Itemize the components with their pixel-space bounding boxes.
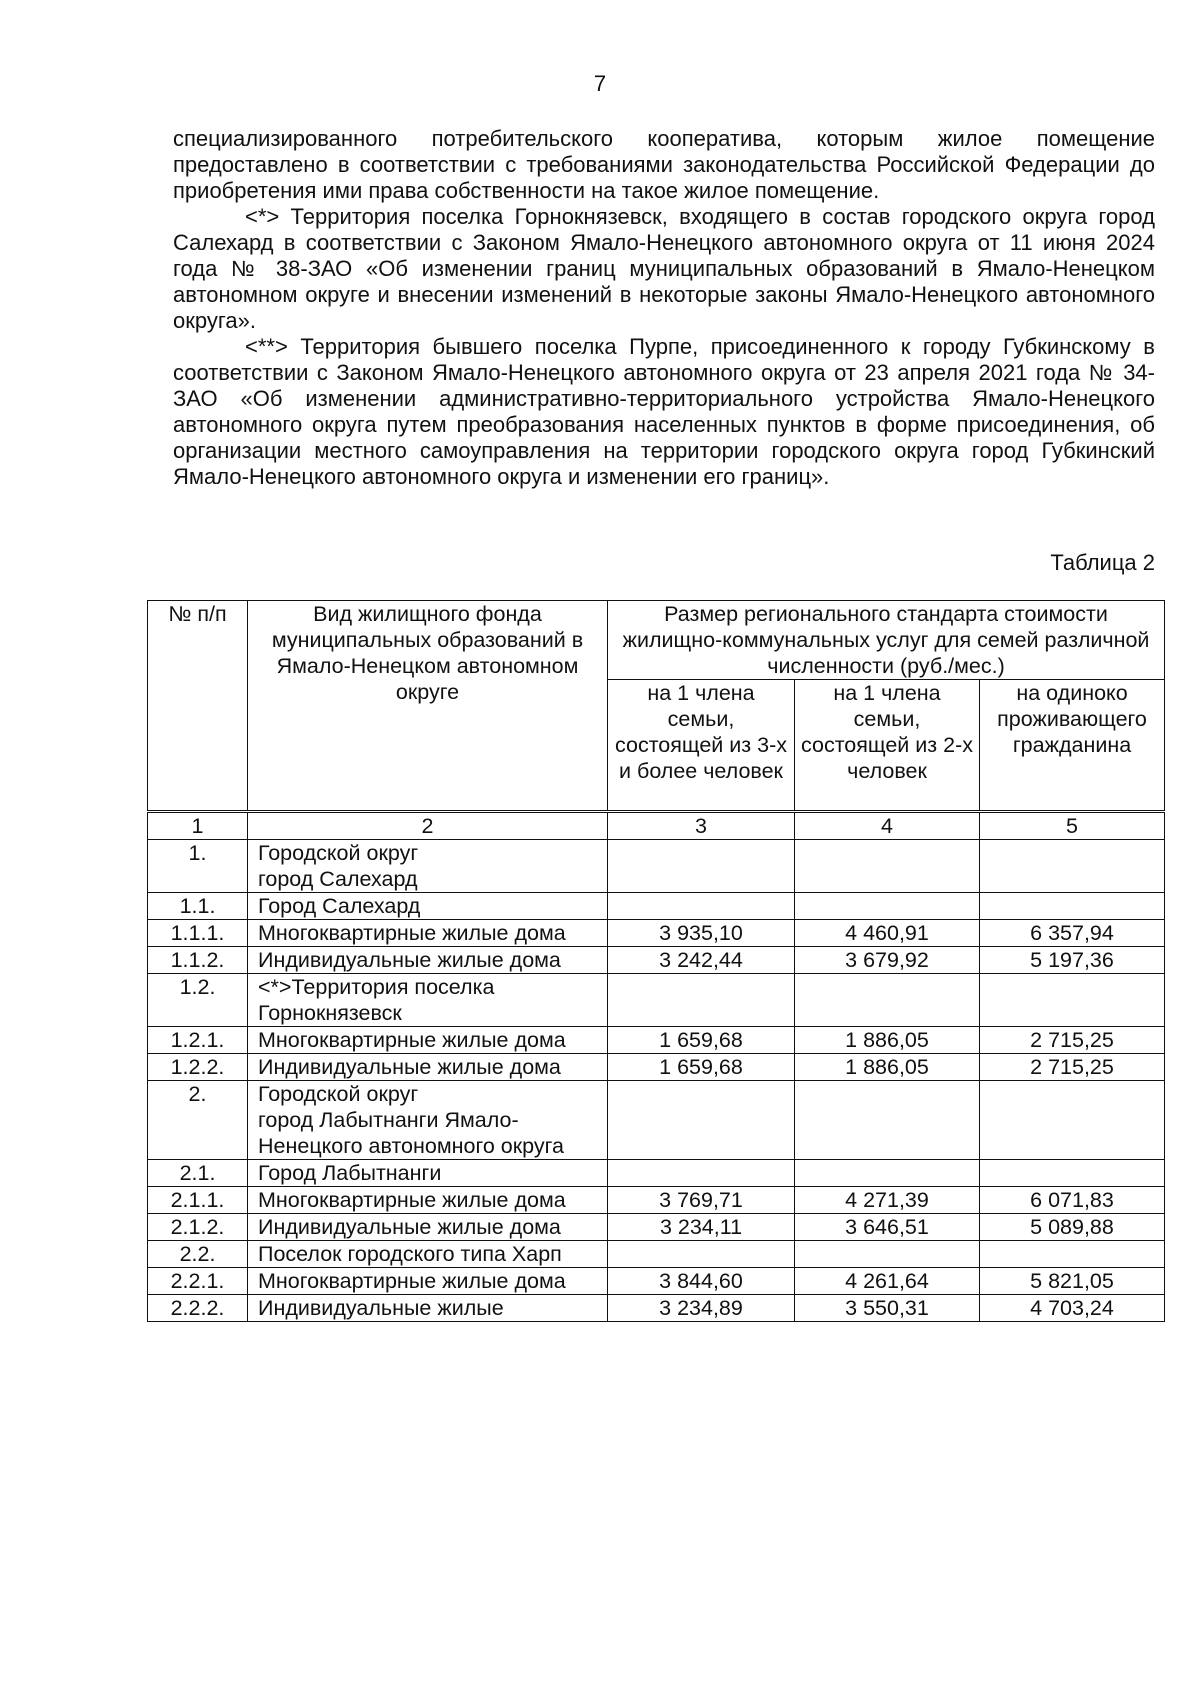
- row-number-cell: 1.1.2.: [148, 947, 248, 974]
- table-row: [148, 1081, 1165, 1160]
- value-3plus-cell: [608, 1081, 795, 1160]
- row-number-cell: 2.2.: [148, 1241, 248, 1268]
- footnote-double-star: <**> Территория бывшего поселка Пурпе, присоединенного к городу Губкинскому в соответствии с Законом Ямало-Ненецкого автономного округа от 23 апреля 2021 года № 34-ЗАО «Об изменении административно-территориального устройства Ямало-Ненецкого автономного округа путем преобразования населенных пунктов в форме присоединения, об организации местного самоуправления на территории городского округа город Губкинский Ямало-Ненецкого автономного округа и изменении его границ».: [173, 334, 1155, 489]
- row-number-cell: 2.1.: [148, 1160, 248, 1187]
- row-number-cell: 1.2.2.: [148, 1054, 248, 1081]
- value-2-cell: 1 886,05: [795, 1027, 980, 1054]
- row-number-cell: 2.1.2.: [148, 1214, 248, 1241]
- value-2-cell: [795, 1081, 980, 1160]
- table-row: [148, 974, 1165, 1027]
- table-header-row: [148, 601, 1165, 680]
- column-number: 1: [148, 812, 248, 840]
- row-name-cell: Индивидуальные жилые дома: [248, 1054, 608, 1081]
- row-number-cell: 1.: [148, 840, 248, 893]
- row-name-cell: Многоквартирные жилые дома: [248, 1268, 608, 1295]
- row-number-cell: 1.2.1.: [148, 1027, 248, 1054]
- row-name-cell: Индивидуальные жилые дома: [248, 1214, 608, 1241]
- body-text: [173, 126, 1155, 490]
- value-2-cell: 4 460,91: [795, 920, 980, 947]
- value-2-cell: 4 271,39: [795, 1187, 980, 1214]
- value-2-cell: 3 679,92: [795, 947, 980, 974]
- column-numbers-row: [148, 812, 1165, 840]
- value-3plus-cell: 3 234,89: [608, 1295, 795, 1322]
- value-2-cell: 3 646,51: [795, 1214, 980, 1241]
- row-name-cell: Многоквартирные жилые дома: [248, 1187, 608, 1214]
- table-row: [148, 840, 1165, 893]
- header-col3: на 1 члена семьи, состоящей из 3-х и более человек: [608, 680, 795, 812]
- value-single-cell: 5 197,36: [980, 947, 1165, 974]
- value-3plus-cell: [608, 840, 795, 893]
- table-row: [148, 1241, 1165, 1268]
- row-name-cell: Поселок городского типа Харп: [248, 1241, 608, 1268]
- table-row: [148, 1027, 1165, 1054]
- value-single-cell: 2 715,25: [980, 1054, 1165, 1081]
- table-row: [148, 893, 1165, 920]
- value-3plus-cell: 1 659,68: [608, 1054, 795, 1081]
- row-name-cell: Многоквартирные жилые дома: [248, 920, 608, 947]
- value-3plus-cell: [608, 1241, 795, 1268]
- value-2-cell: [795, 893, 980, 920]
- row-name-cell: Город Лабытнанги: [248, 1160, 608, 1187]
- value-3plus-cell: 3 935,10: [608, 920, 795, 947]
- value-2-cell: 1 886,05: [795, 1054, 980, 1081]
- row-name-cell: <*>Территория поселка Горнокнязевск: [248, 974, 608, 1027]
- value-single-cell: 5 089,88: [980, 1214, 1165, 1241]
- row-number-cell: 1.1.: [148, 893, 248, 920]
- paragraph-continuation: специализированного потребительского кооператива, которым жилое помещение предоставлено в соответствии с требованиями законодательства Российской Федерации до приобретения ими права собственности на такое жилое помещение.: [173, 126, 1155, 203]
- value-single-cell: [980, 1160, 1165, 1187]
- row-number-cell: 2.2.2.: [148, 1295, 248, 1322]
- row-name-cell: Городской округ город Лабытнанги Ямало-Ненецкого автономного округа: [248, 1081, 608, 1160]
- column-number: 5: [980, 812, 1165, 840]
- table-row: [148, 920, 1165, 947]
- table-row: [148, 947, 1165, 974]
- value-2-cell: 4 261,64: [795, 1268, 980, 1295]
- value-single-cell: [980, 974, 1165, 1027]
- row-name-cell: Городской округ город Салехард: [248, 840, 608, 893]
- value-single-cell: 4 703,24: [980, 1295, 1165, 1322]
- standards-table: [147, 600, 1165, 1322]
- table-row: [148, 1160, 1165, 1187]
- row-name-cell: Индивидуальные жилые: [248, 1295, 608, 1322]
- row-name-cell: Многоквартирные жилые дома: [248, 1027, 608, 1054]
- value-single-cell: 6 357,94: [980, 920, 1165, 947]
- value-3plus-cell: 3 844,60: [608, 1268, 795, 1295]
- page-number: 7: [593, 71, 607, 96]
- header-type: Вид жилищного фонда муниципальных образований в Ямало-Ненецком автономном округе: [248, 601, 608, 812]
- value-3plus-cell: 3 242,44: [608, 947, 795, 974]
- value-single-cell: [980, 1081, 1165, 1160]
- column-number: 2: [248, 812, 608, 840]
- value-3plus-cell: 3 234,11: [608, 1214, 795, 1241]
- value-2-cell: [795, 840, 980, 893]
- standards-table-wrapper: [147, 600, 1164, 1322]
- table-caption: Таблица 2: [1050, 550, 1155, 575]
- value-single-cell: 6 071,83: [980, 1187, 1165, 1214]
- row-number-cell: 1.1.1.: [148, 920, 248, 947]
- value-single-cell: 2 715,25: [980, 1027, 1165, 1054]
- header-size: Размер регионального стандарта стоимости жилищно-коммунальных услуг для семей различной численности (руб./мес.): [608, 601, 1165, 680]
- column-number: 3: [608, 812, 795, 840]
- row-name-cell: Индивидуальные жилые дома: [248, 947, 608, 974]
- value-single-cell: [980, 1241, 1165, 1268]
- value-3plus-cell: 3 769,71: [608, 1187, 795, 1214]
- header-num: № п/п: [148, 601, 248, 812]
- row-name-cell: Город Салехард: [248, 893, 608, 920]
- header-col4: на 1 члена семьи, состоящей из 2-х человек: [795, 680, 980, 812]
- value-3plus-cell: [608, 893, 795, 920]
- header-col5: на одиноко проживающего гражданина: [980, 680, 1165, 812]
- value-3plus-cell: [608, 974, 795, 1027]
- value-2-cell: [795, 974, 980, 1027]
- table-row: [148, 1054, 1165, 1081]
- table-body: [148, 812, 1165, 1322]
- value-2-cell: 3 550,31: [795, 1295, 980, 1322]
- row-number-cell: 1.2.: [148, 974, 248, 1027]
- value-3plus-cell: 1 659,68: [608, 1027, 795, 1054]
- value-single-cell: [980, 893, 1165, 920]
- row-number-cell: 2.1.1.: [148, 1187, 248, 1214]
- value-single-cell: 5 821,05: [980, 1268, 1165, 1295]
- value-3plus-cell: [608, 1160, 795, 1187]
- table-row: [148, 1268, 1165, 1295]
- table-row: [148, 1214, 1165, 1241]
- row-number-cell: 2.2.1.: [148, 1268, 248, 1295]
- value-2-cell: [795, 1241, 980, 1268]
- table-row: [148, 1187, 1165, 1214]
- footnote-single-star: <*> Территория поселка Горнокнязевск, входящего в состав городского округа город Салехард в соответствии с Законом Ямало-Ненецкого автономного округа от 11 июня 2024 года № 38-ЗАО «Об изменении границ муниципальных образований в Ямало-Ненецком автономном округе и внесении изменений в некоторые законы Ямало-Ненецкого автономного округа».: [173, 204, 1155, 333]
- value-single-cell: [980, 840, 1165, 893]
- value-2-cell: [795, 1160, 980, 1187]
- table-row: [148, 1295, 1165, 1322]
- column-number: 4: [795, 812, 980, 840]
- row-number-cell: 2.: [148, 1081, 248, 1160]
